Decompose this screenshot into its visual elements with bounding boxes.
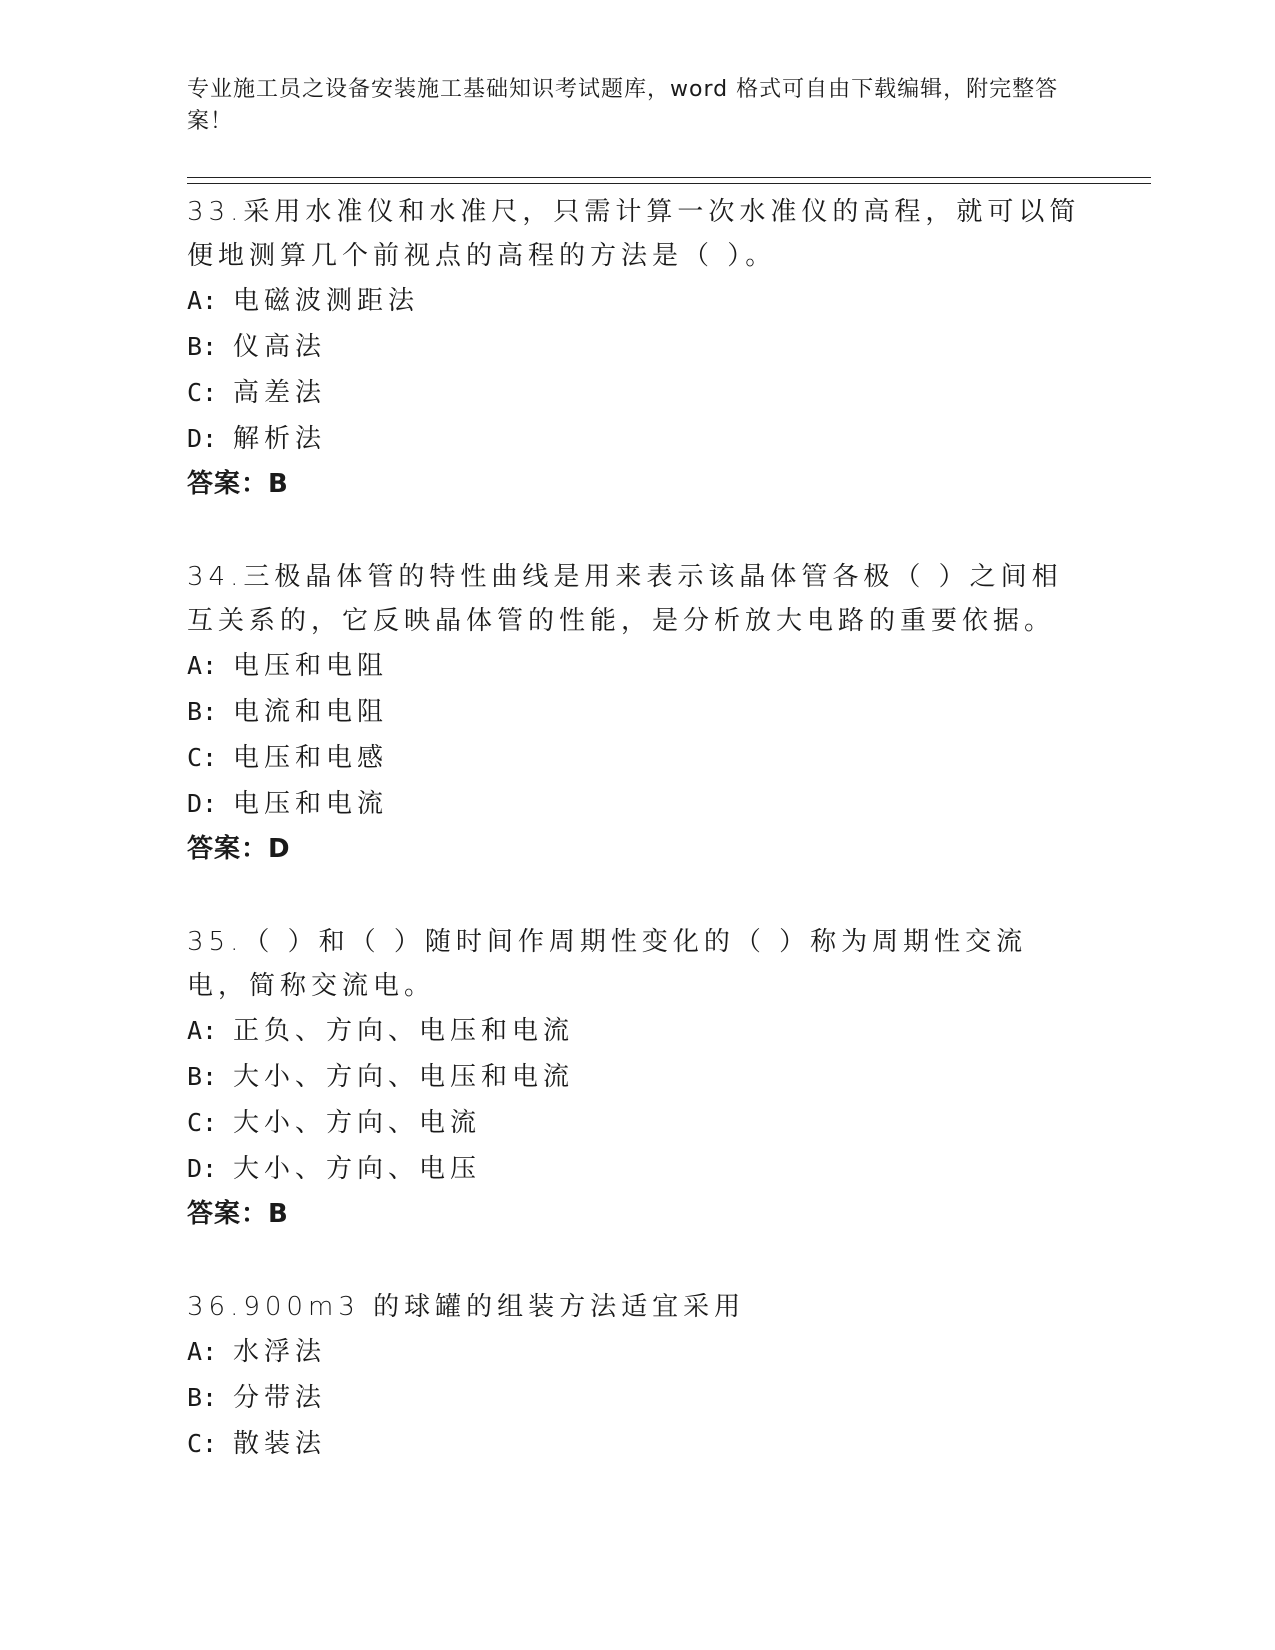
option-b: [187, 1375, 1087, 1421]
option-text: 电压和电阻: [233, 651, 389, 681]
header-divider-bottom: [187, 183, 1151, 184]
option-b: [187, 689, 1087, 735]
header-divider-top: [187, 177, 1151, 178]
option-key: C:: [187, 1429, 218, 1458]
option-d: [187, 781, 1087, 827]
option-b: [187, 1054, 1087, 1100]
option-text: 大小、方向、电流: [233, 1108, 482, 1138]
option-c: [187, 1100, 1087, 1146]
option-key: A:: [187, 286, 218, 315]
option-d: [187, 416, 1087, 462]
answer-line: 答案：B: [187, 1199, 289, 1229]
option-text: 散装法: [233, 1429, 327, 1459]
option-text: 电压和电流: [233, 789, 389, 819]
question-36: [187, 1285, 1087, 1467]
option-text: 正负、方向、电压和电流: [233, 1016, 575, 1046]
question-33: [187, 190, 1087, 506]
answer-line: 答案：D: [187, 834, 291, 864]
option-c: [187, 1421, 1087, 1467]
question-35: [187, 920, 1087, 1236]
option-a: [187, 1329, 1087, 1375]
option-a: [187, 278, 1087, 324]
option-d: [187, 1146, 1087, 1192]
option-key: B:: [187, 697, 218, 726]
option-text: 解析法: [233, 424, 327, 454]
option-text: 电压和电感: [233, 743, 389, 773]
question-stem: 33.采用水准仪和水准尺，只需计算一次水准仪的高程，就可以简便地测算几个前视点的高程的方法是（ ）。: [187, 197, 1081, 271]
option-key: B:: [187, 1383, 218, 1412]
answer-line: 答案：B: [187, 469, 289, 499]
option-a: [187, 643, 1087, 689]
option-key: B:: [187, 1062, 218, 1091]
option-key: D:: [187, 424, 218, 453]
option-key: A:: [187, 1337, 218, 1366]
option-key: C:: [187, 378, 218, 407]
option-key: C:: [187, 743, 218, 772]
option-text: 水浮法: [233, 1337, 327, 1367]
option-text: 高差法: [233, 378, 327, 408]
question-34: [187, 555, 1087, 871]
option-key: D:: [187, 1154, 218, 1183]
option-key: D:: [187, 789, 218, 818]
option-key: A:: [187, 1016, 218, 1045]
option-a: [187, 1008, 1087, 1054]
document-header: 专业施工员之设备安装施工基础知识考试题库，word 格式可自由下载编辑，附完整答案！: [187, 77, 1059, 134]
question-stem: 34.三极晶体管的特性曲线是用来表示该晶体管各极（ ）之间相互关系的，它反映晶体管的性能，是分析放大电路的重要依据。: [187, 562, 1063, 636]
option-key: A:: [187, 651, 218, 680]
option-key: C:: [187, 1108, 218, 1137]
option-text: 分带法: [233, 1383, 327, 1413]
option-c: [187, 370, 1087, 416]
option-text: 电磁波测距法: [233, 286, 420, 316]
option-text: 仪高法: [233, 332, 327, 362]
option-key: B:: [187, 332, 218, 361]
option-c: [187, 735, 1087, 781]
option-b: [187, 324, 1087, 370]
question-stem: 36.900m3 的球罐的组装方法适宜采用: [187, 1292, 746, 1322]
question-stem: 35.（ ）和（ ）随时间作周期性变化的（ ）称为周期性交流电，简称交流电。: [187, 927, 1028, 1001]
option-text: 电流和电阻: [233, 697, 389, 727]
option-text: 大小、方向、电压: [233, 1154, 482, 1184]
option-text: 大小、方向、电压和电流: [233, 1062, 575, 1092]
